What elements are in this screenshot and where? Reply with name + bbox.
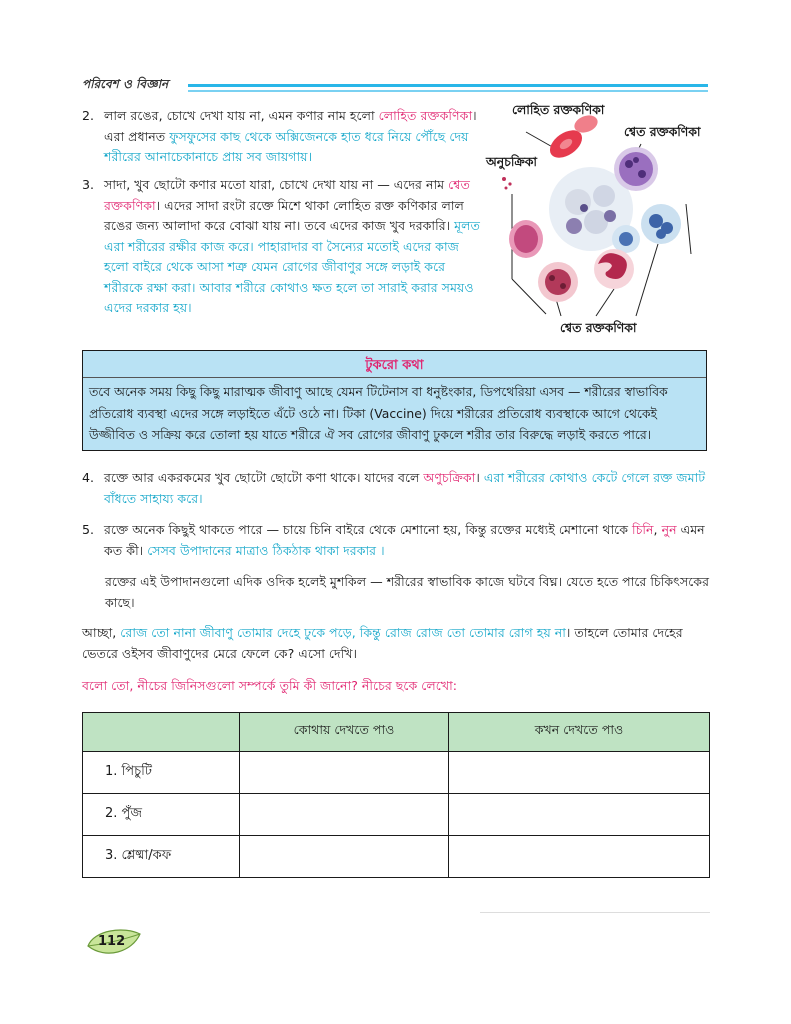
item-5-note: রক্তের এই উপাদানগুলো এদিক ওদিক হলেই মুশকিল — শরীরের স্বাভাবিক কাজে ঘটবে বিঘ্ন। যেতে হতে পারে চিকিৎসকের কাছে।	[105, 574, 710, 610]
info-box	[82, 350, 707, 451]
list-item-2	[82, 106, 480, 168]
text-span: রক্তে অনেক কিছুই থাকতে পারে — চায়ে চিনি বাইরে থেকে মেশানো হয়, কিন্তু রক্তের মধ্যেই মেশানো থাকে	[104, 522, 633, 537]
table-header-cell: কোথায় দেখতে পাও	[240, 713, 449, 752]
text-span: । এদের সাদা রংটা রক্তে মিশে থাকা লোহিত রক্ত কণিকার লাল রঙের জন্য আলাদা করে বোঝা যায় না। তবে এদের কাজ খুব দরকারি।	[104, 197, 464, 233]
text-span: এমন কত কী।	[104, 522, 705, 558]
label-red-blood-cell: লোহিত রক্তকণিকা	[512, 102, 605, 117]
question-paragraph	[82, 623, 712, 664]
text-span: লাল রঙের, চোখে দেখা যায় না, এমন কণার নাম হলো	[104, 108, 379, 123]
answer-cell[interactable]	[449, 752, 710, 794]
info-box-body: তবে অনেক সময় কিছু কিছু মারাত্মক জীবাণু আছে যেমন টিটেনাস বা ধনুষ্টংকার, ডিপথেরিয়া এসব — শরীরের স্বাভাবিক প্রতিরোধ ব্যবস্থা এদের সঙ্গে লড়াইতে এঁটে ওঠে না। টিকা (Vaccine) দিয়ে শরীরের প্রতিরোধ ব্যবস্থাকে আগে থেকেই উজ্জীবিত ও সক্রিয় করে তোলা হয় যাতে শরীরে ঐ সব রোগের জীবাণু ঢুকলে শরীর তার বিরুদ্ধে লড়াই করতে পারে।	[89, 384, 668, 442]
answer-cell[interactable]	[240, 752, 449, 794]
highlight-text: রোজ তো নানা জীবাণু তোমার দেহে ঢুকে পড়ে, কিন্তু রোজ রোজ তো তোমার রোগ হয় না	[120, 625, 566, 640]
list-item-3	[82, 175, 480, 319]
text-span: । এরা প্রধানত	[104, 108, 477, 144]
info-box-divider	[83, 377, 706, 378]
highlight-term: শ্বেত রক্তকণিকা	[104, 177, 470, 213]
item-text	[104, 468, 712, 509]
answer-cell[interactable]	[449, 794, 710, 836]
label-platelet: অনুচক্রিকা	[486, 154, 537, 169]
footer-rule	[480, 912, 710, 913]
item-number: 3.	[82, 177, 95, 192]
row-label: 2. পুঁজ	[83, 794, 240, 836]
item-number: 4.	[82, 470, 95, 485]
item-number: 5.	[82, 522, 95, 537]
item-text	[104, 520, 712, 561]
table-row	[83, 836, 710, 878]
item-text	[104, 106, 480, 168]
row-label: 1. পিচুটি	[83, 752, 240, 794]
highlight-term: চিনি	[632, 522, 654, 537]
running-header-title: পরিবেশ ও বিজ্ঞান	[82, 77, 169, 91]
list-item-4	[82, 468, 712, 509]
text-span: ,	[653, 522, 662, 537]
activity-prompt: বলো তো, নীচের জিনিসগুলো সম্পর্কে তুমি কী জানো? নীচের ছকে লেখো:	[82, 678, 458, 693]
page-number-badge	[84, 924, 144, 962]
table-header-cell	[83, 713, 240, 752]
activity-table	[82, 712, 710, 878]
table-row	[83, 794, 710, 836]
table-header-cell: কখন দেখতে পাও	[449, 713, 710, 752]
highlight-text: এরা শরীরের কোথাও কেটে গেলে রক্ত জমাট বাঁধতে সাহায্য করে।	[104, 470, 706, 506]
highlight-text: ফুসফুসের কাছ থেকে অক্সিজেনকে হাত ধরে নিয়ে পৌঁছে দেয় শরীরের আনাচেকানাচে প্রায় সব জায়গায়।	[104, 128, 469, 164]
item-text	[104, 175, 480, 319]
highlight-term: অণুচক্রিকা	[423, 470, 476, 485]
info-box-title: টুকরো কথা	[365, 358, 424, 373]
header-rule-thin	[188, 90, 708, 92]
table-header-row	[83, 713, 710, 752]
text-span: । তাহলে তোমার দেহের ভেতরে ওইসব জীবাণুদের মেরে ফেলে কে? এসো দেখি।	[82, 625, 683, 661]
item-number: 2.	[82, 108, 95, 123]
highlight-term: লোহিত রক্তকণিকা	[378, 108, 473, 123]
answer-cell[interactable]	[240, 836, 449, 878]
header-rule	[188, 84, 708, 87]
highlight-term: নুন	[661, 522, 677, 537]
text-span: সাদা, খুব ছোটো কণার মতো যারা, চোখে দেখা যায় না — এদের নাম	[104, 177, 449, 192]
answer-cell[interactable]	[240, 794, 449, 836]
table-row	[83, 752, 710, 794]
label-white-blood-cell-bottom: শ্বেত রক্তকণিকা	[560, 320, 637, 335]
highlight-text: মূলত এরা শরীরের রক্ষীর কাজ করে। পাহারাদার বা সৈন্যের মতোই এদের কাজ হলো বাইরে থেকে আসা শত্রু যেমন রোগের জীবাণুর সঙ্গে লড়াই করে শরীরকে রক্ষা করা। আবার শরীরে কোথাও ক্ষত হলে তা সারাই করার সময়ও এদের দরকার হয়।	[104, 218, 480, 315]
text-span: আচ্ছা,	[82, 625, 121, 640]
answer-cell[interactable]	[449, 836, 710, 878]
highlight-text: সেসব উপাদানের মাত্রাও ঠিকঠাক থাকা দরকার ।	[147, 542, 385, 558]
text-span: রক্তে আর একরকমের খুব ছোটো ছোটো কণা থাকে। যাদের বলে	[104, 470, 424, 485]
row-label: 3. শ্লেষ্মা/কফ	[83, 836, 240, 878]
label-white-blood-cell-top: শ্বেত রক্তকণিকা	[624, 124, 701, 139]
text-span: ।	[475, 470, 484, 485]
page-number: 112	[98, 934, 126, 949]
list-item-5	[82, 520, 712, 561]
blood-cells-figure	[486, 104, 712, 340]
